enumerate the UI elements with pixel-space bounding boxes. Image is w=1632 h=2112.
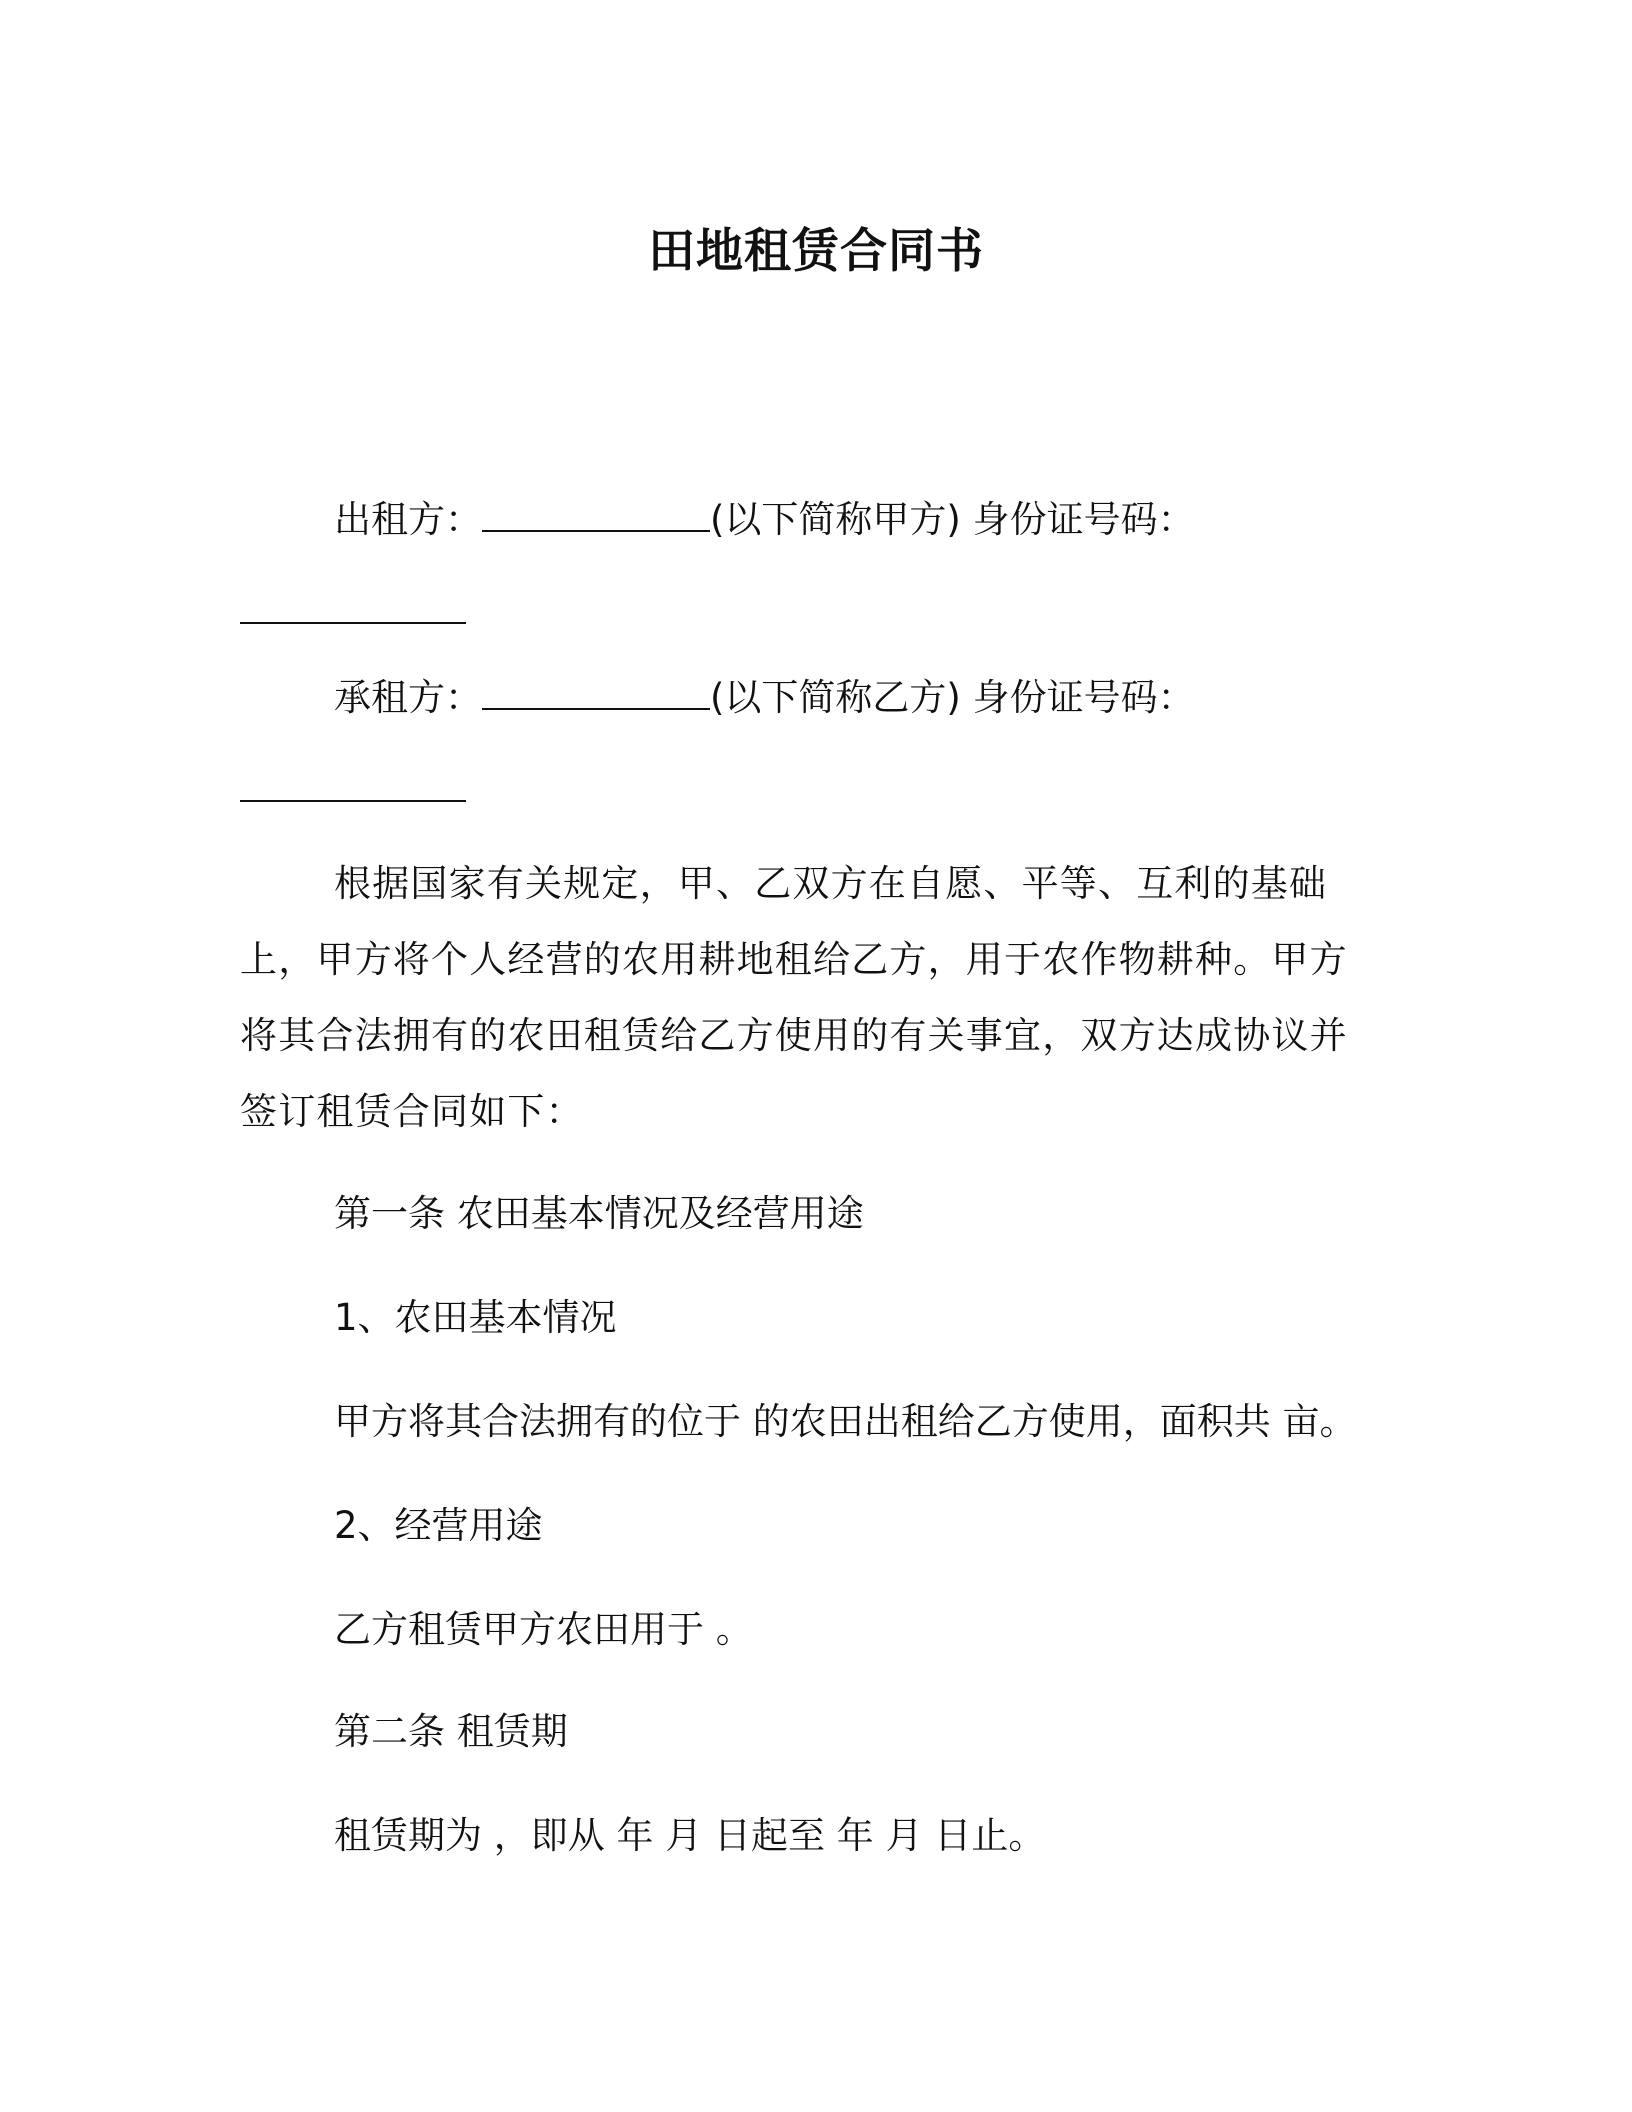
article1-item1-text: 甲方将其合法拥有的位于 的农田出租给乙方使用，面积共 亩。: [334, 1400, 1357, 1443]
lessee-name-blank: [482, 678, 710, 710]
lessee-id-blank: [240, 770, 466, 802]
lessor-line: [334, 496, 1195, 544]
intro-paragraph: 根据国家有关规定，甲、乙双方在自愿、平等、互利的基础上，甲方将个人经营的农用耕地租给乙方，用于农作物耕种。甲方将其合法拥有的农田租赁给乙方使用的有关事宜，双方达成协议并签订租赁合同如下：: [240, 862, 1348, 1133]
lessee-label: 承租方：: [334, 676, 482, 719]
article1-item2-text: 乙方租赁甲方农田用于 。: [334, 1608, 753, 1651]
article1-heading: 第一条 农田基本情况及经营用途: [334, 1192, 864, 1235]
article2-text: 租赁期为 ，即从 年 月 日起至 年 月 日止。: [334, 1814, 1046, 1857]
article2-heading: 第二条 租赁期: [334, 1710, 568, 1753]
lessor-label: 出租方：: [334, 498, 482, 541]
lessor-name-blank: [482, 500, 710, 532]
article1-item1-heading: 1、农田基本情况: [334, 1296, 617, 1339]
lessee-line: [334, 674, 1195, 722]
article1-item2-heading: 2、经营用途: [334, 1504, 543, 1547]
lessor-id-blank: [240, 592, 466, 624]
lessor-id-line: [240, 588, 466, 636]
lessee-note: (以下简称乙方) 身份证号码：: [710, 676, 1195, 719]
lessor-note: (以下简称甲方) 身份证号码：: [710, 498, 1195, 541]
lessee-id-line: [240, 766, 466, 814]
document-title: 田地租赁合同书: [648, 224, 984, 279]
